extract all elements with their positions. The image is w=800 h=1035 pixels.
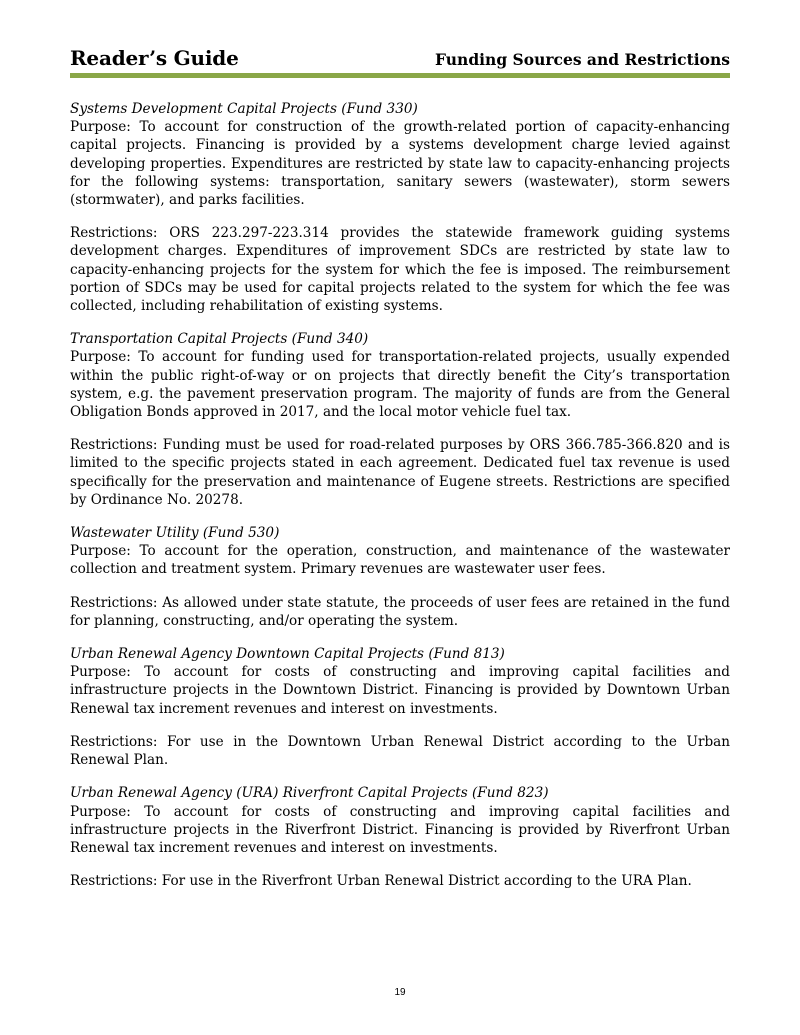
restrictions-paragraph: Restrictions: For use in the Riverfront Urban Renewal District according to the URA Plan. (70, 873, 692, 890)
restrictions-paragraph: Restrictions: As allowed under state statute, the proceeds of user fees are retained in the fund for planning, constructing, and/or operating the system. (70, 594, 730, 629)
fund-heading: Urban Renewal Agency Downtown Capital Projects (Fund 813) (70, 646, 505, 663)
document-page (70, 0, 730, 1035)
page-header (70, 46, 730, 72)
purpose-paragraph: Purpose: To account for construction of the growth-related portion of capacity-enhancing capital projects. Financing is provided by a systems development charge levied against developing properties. Expenditures are restricted by state law to capacity-enhancing projects for the following systems: transportation, sanitary sewers (wastewater), storm sewers (stormwater), and parks facilities. (70, 119, 730, 209)
page-content (70, 100, 730, 905)
fund-heading: Urban Renewal Agency (URA) Riverfront Capital Projects (Fund 823) (70, 785, 549, 802)
fund-heading: Transportation Capital Projects (Fund 340) (70, 331, 369, 348)
fund-section (70, 645, 730, 769)
header-section-title: Funding Sources and Restrictions (435, 50, 730, 69)
purpose-paragraph: Purpose: To account for costs of constructing and improving capital facilities and infrastructure projects in the Riverfront District. Financing is provided by Riverfront Urban Renewal tax increment revenues and interest on investments. (70, 803, 730, 856)
restrictions-paragraph: Restrictions: ORS 223.297-223.314 provides the statewide framework guiding systems development charges. Expenditures of improvement SDCs are restricted by state law to capacity-enhancing projects for the system for which the fee is imposed. The reimbursement portion of SDCs may be used for capital projects related to the system for which the fee was collected, including rehabilitation of existing systems. (70, 225, 730, 315)
fund-heading: Wastewater Utility (Fund 530) (70, 525, 280, 542)
purpose-paragraph: Purpose: To account for the operation, construction, and maintenance of the wastewater collection and treatment system. Primary revenues are wastewater user fees. (70, 543, 730, 578)
header-rule (70, 73, 730, 78)
fund-heading: Systems Development Capital Projects (Fund 330) (70, 101, 418, 117)
fund-section (70, 784, 730, 890)
header-title: Reader’s Guide (70, 46, 239, 70)
page-number: 19 (394, 987, 406, 998)
fund-section (70, 524, 730, 630)
restrictions-paragraph: Restrictions: For use in the Downtown Urban Renewal District according to the Urban Renewal Plan. (70, 733, 730, 769)
purpose-paragraph: Purpose: To account for costs of constructing and improving capital facilities and infrastructure projects in the Downtown District. Financing is provided by Downtown Urban Renewal tax increment revenues and interest on investments. (70, 664, 730, 717)
fund-section (70, 330, 730, 509)
purpose-paragraph: Purpose: To account for funding used for transportation-related projects, usually expended within the public right-of-way or on projects that directly benefit the City’s transportation system, e.g. the pavement preservation program. The majority of funds are from the General Obligation Bonds approved in 2017, and the local motor vehicle fuel tax. (70, 349, 730, 421)
fund-section (70, 100, 730, 315)
restrictions-paragraph: Restrictions: Funding must be used for road-related purposes by ORS 366.785-366.820 and is limited to the specific projects stated in each agreement. Dedicated fuel tax revenue is used specifically for the preservation and maintenance of Eugene streets. Restrictions are specified by Ordinance No. 20278. (70, 437, 730, 508)
